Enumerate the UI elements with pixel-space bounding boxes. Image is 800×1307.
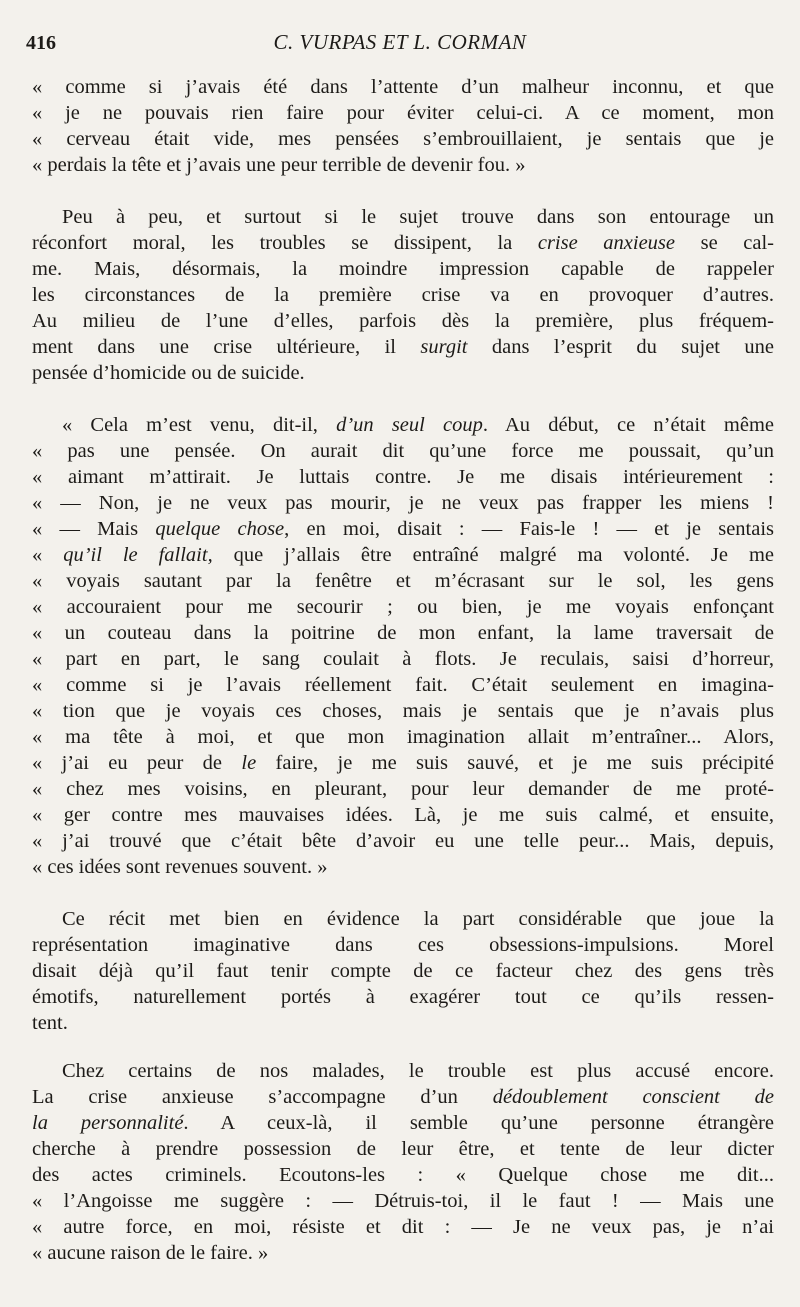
text-line: Chez certains de nos malades, le trouble est plus accusé encore. — [62, 1060, 774, 1082]
text-line: Peu à peu, et surtout si le sujet trouve dans son entourage un — [62, 206, 774, 228]
text-line: les circonstances de la première crise va en provoquer d’autres. — [32, 284, 774, 306]
text-line: Ce récit met bien en évidence la part considérable que joue la — [62, 908, 774, 930]
text-line: me. Mais, désormais, la moindre impression capable de rappeler — [32, 258, 774, 280]
text-line: « ces idées sont revenues souvent. » — [32, 856, 328, 878]
text-line: « aimant m’attirait. Je luttais contre. Je me disais intérieurement : — [32, 466, 774, 488]
text-line: « cerveau était vide, mes pensées s’embrouillaient, je sentais que je — [32, 128, 774, 150]
text-line: « comme si je l’avais réellement fait. C’était seulement en imagina- — [32, 674, 774, 696]
text-line: La crise anxieuse s’accompagne d’un dédoublement conscient de — [32, 1086, 774, 1108]
text-line: pensée d’homicide ou de suicide. — [32, 362, 305, 384]
text-line: « aucune raison de le faire. » — [32, 1242, 269, 1264]
text-line: « part en part, le sang coulait à flots. Je reculais, saisi d’horreur, — [32, 648, 774, 670]
text-line: « l’Angoisse me suggère : — Détruis-toi, il le faut ! — Mais une — [32, 1190, 774, 1212]
text-line: « comme si j’avais été dans l’attente d’un malheur inconnu, et que — [32, 76, 774, 98]
text-line: « qu’il le fallait, que j’allais être entraîné malgré ma volonté. Je me — [32, 544, 774, 566]
paragraph-quote-end — [32, 74, 774, 178]
text-line: disait déjà qu’il faut tenir compte de ce facteur chez des gens très — [32, 960, 774, 982]
text-line: émotifs, naturellement portés à exagérer tout ce qu’ils ressen- — [32, 986, 774, 1008]
page-header — [0, 28, 800, 60]
text-line: « — Non, je ne veux pas mourir, je ne veux pas frapper les miens ! — [32, 492, 774, 514]
text-line: « pas une pensée. On aurait dit qu’une force me poussait, qu’un — [32, 440, 774, 462]
text-line: « — Mais quelque chose, en moi, disait : — Fais-le ! — et je sentais — [32, 518, 775, 540]
page-number: 416 — [26, 32, 56, 54]
text-line: « accouraient pour me secourir ; ou bien, je me voyais enfonçant — [32, 596, 774, 618]
text-line: « un couteau dans la poitrine de mon enfant, la lame traversait de — [32, 622, 774, 644]
text-line: « je ne pouvais rien faire pour éviter celui-ci. A ce moment, mon — [32, 102, 774, 124]
text-line: « autre force, en moi, résiste et dit : — Je ne veux pas, je n’ai — [32, 1216, 774, 1238]
paragraph-patient-quote — [32, 412, 774, 880]
text-line: Au milieu de l’une d’elles, parfois dès la première, plus fréquem- — [32, 310, 774, 332]
text-line: « chez mes voisins, en pleurant, pour leur demander de me proté- — [32, 778, 774, 800]
text-line: réconfort moral, les troubles se dissipent, la crise anxieuse se cal- — [32, 232, 774, 254]
paragraph-dedoublement — [32, 1058, 774, 1266]
text-line: « j’ai trouvé que c’était bête d’avoir eu une telle peur... Mais, depuis, — [32, 830, 774, 852]
text-line: « ma tête à moi, et que mon imagination allait m’entraîner... Alors, — [32, 726, 774, 748]
text-line: « tion que je voyais ces choses, mais je sentais que je n’avais plus — [32, 700, 774, 722]
page-body — [32, 74, 774, 1266]
text-line: « ger contre mes mauvaises idées. Là, je me suis calmé, et ensuite, — [32, 804, 774, 826]
text-line: représentation imaginative dans ces obsessions-impulsions. Morel — [32, 934, 774, 956]
running-title: C. VURPAS ET L. CORMAN — [273, 30, 527, 54]
paragraph-morel — [32, 906, 774, 1036]
text-line: « voyais sautant par la fenêtre et m’écrasant sur le sol, les gens — [32, 570, 774, 592]
text-line: des actes criminels. Ecoutons-les : « Quelque chose me dit... — [32, 1164, 774, 1186]
text-line: « j’ai eu peur de le faire, je me suis sauvé, et je me suis précipité — [32, 752, 774, 774]
paragraph-crise-anxieuse — [32, 204, 774, 386]
text-line: tent. — [32, 1012, 68, 1034]
text-line: « Cela m’est venu, dit-il, d’un seul coup. Au début, ce n’était même — [62, 414, 774, 436]
text-line: la personnalité. A ceux-là, il semble qu’une personne étrangère — [32, 1112, 774, 1134]
text-line: « perdais la tête et j’avais une peur terrible de devenir fou. » — [32, 154, 526, 176]
text-line: cherche à prendre possession de leur être, et tente de leur dicter — [32, 1138, 774, 1160]
text-line: ment dans une crise ultérieure, il surgit dans l’esprit du sujet une — [32, 336, 774, 358]
